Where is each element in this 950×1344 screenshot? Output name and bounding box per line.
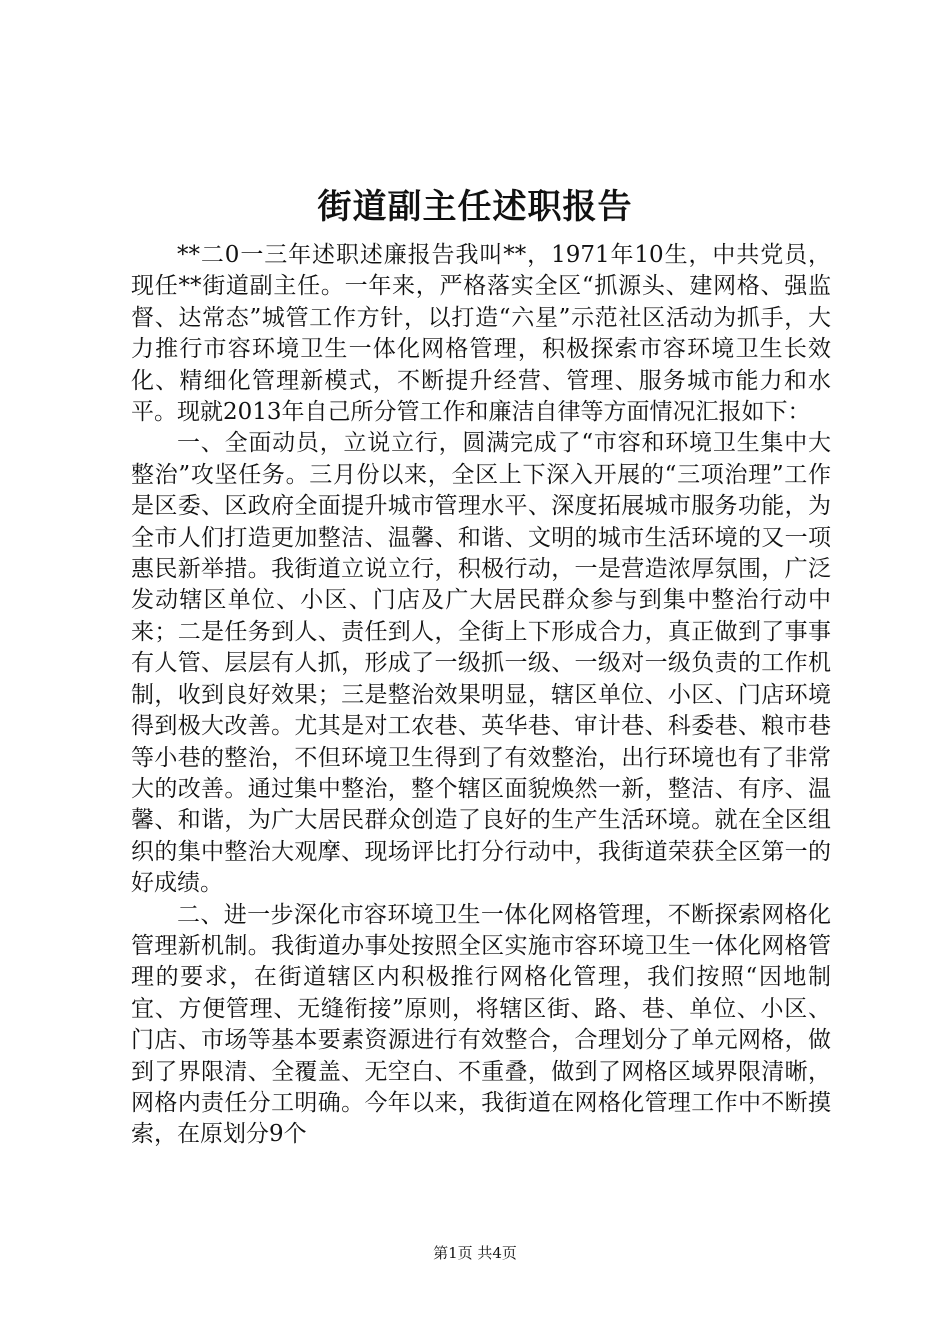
paragraph-intro: **二0一三年述职述廉报告我叫**，1971年10生，中共党员，现任**街道副主任。一年来，严格落实全区“抓源头、建网格、强监督、达常态”城管工作方针，以打造“六星”示范社区活动为抓手，大力推行市容环境卫生一体化网格管理，积极探索市容环境卫生长效化、精细化管理新模式，不断提升经营、管理、服务城市能力和水平。现就2013年自己所分管工作和廉洁自律等方面情况汇报如下： — [131, 242, 831, 426]
page-footer: 第1页 共4页 — [433, 1244, 517, 1262]
document-title: 街道副主任述职报告 — [317, 187, 633, 227]
paragraph-section-two: 二、进一步深化市容环境卫生一体化网格管理，不断探索网格化管理新机制。我街道办事处按照全区实施市容环境卫生一体化网格管理的要求，在街道辖区内积极推行网格化管理，我们按照“因地制宜、方便管理、无缝衔接”原则，将辖区街、路、巷、单位、小区、门店、市场等基本要素资源进行有效整合，合理划分了单元网格，做到了界限清、全覆盖、无空白、不重叠，做到了网格区域界限清晰，网格内责任分工明确。今年以来，我街道在网格化管理工作中不断摸索，在原划分9个 — [131, 901, 831, 1148]
document-body — [131, 240, 831, 1151]
paragraph-section-one: 一、全面动员，立说立行，圆满完成了“市容和环境卫生集中大整治”攻坚任务。三月份以来，全区上下深入开展的“三项治理”工作是区委、区政府全面提升城市管理水平、深度拓展城市服务功能，为全市人们打造更加整洁、温馨、和谐、文明的城市生活环境的又一项惠民新举措。我街道立说立行，积极行动，一是营造浓厚氛围，广泛发动辖区单位、小区、门店及广大居民群众参与到集中整治行动中来；二是任务到人、责任到人，全街上下形成合力，真正做到了事事有人管、层层有人抓，形成了一级抓一级、一级对一级负责的工作机制，收到良好效果；三是整治效果明显，辖区单位、小区、门店环境得到极大改善。尤其是对工农巷、英华巷、审计巷、科委巷、粮市巷等小巷的整治，不但环境卫生得到了有效整治，出行环境也有了非常大的改善。通过集中整治，整个辖区面貌焕然一新，整洁、有序、温馨、和谐，为广大居民群众创造了良好的生产生活环境。就在全区组织的集中整治大观摩、现场评比打分行动中，我街道荣获全区第一的好成绩。 — [131, 430, 831, 897]
